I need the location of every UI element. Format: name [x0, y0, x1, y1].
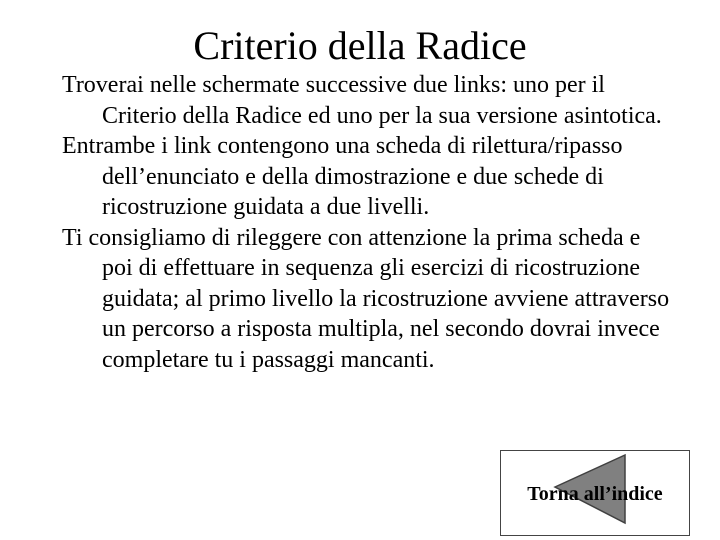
back-to-index-button[interactable] [500, 450, 690, 536]
slide-title: Criterio della Radice [193, 23, 527, 68]
back-to-index-label: Torna all’indice [527, 483, 663, 505]
slide-body [62, 70, 672, 375]
paragraph-study-advice: Ti consigliamo di rileggere con attenzione la prima scheda e poi di effettuare in sequenza gli esercizi di ricostruzione guidata; al primo livello la ricostruzione avviene attraverso un percorso a risposta multipla, nel secondo dovrai invece completare tu i passaggi mancanti. [62, 224, 670, 373]
paragraph-link-contents: Entrambe i link contengono una scheda di rilettura/ripasso dell’enunciato e della dimostrazione e due schede di ricostruzione guidata a due livelli. [62, 133, 623, 220]
paragraph-links-overview: Troverai nelle schermate successive due links: uno per il Criterio della Radice ed uno per la sua versione asintotica. [62, 72, 662, 129]
